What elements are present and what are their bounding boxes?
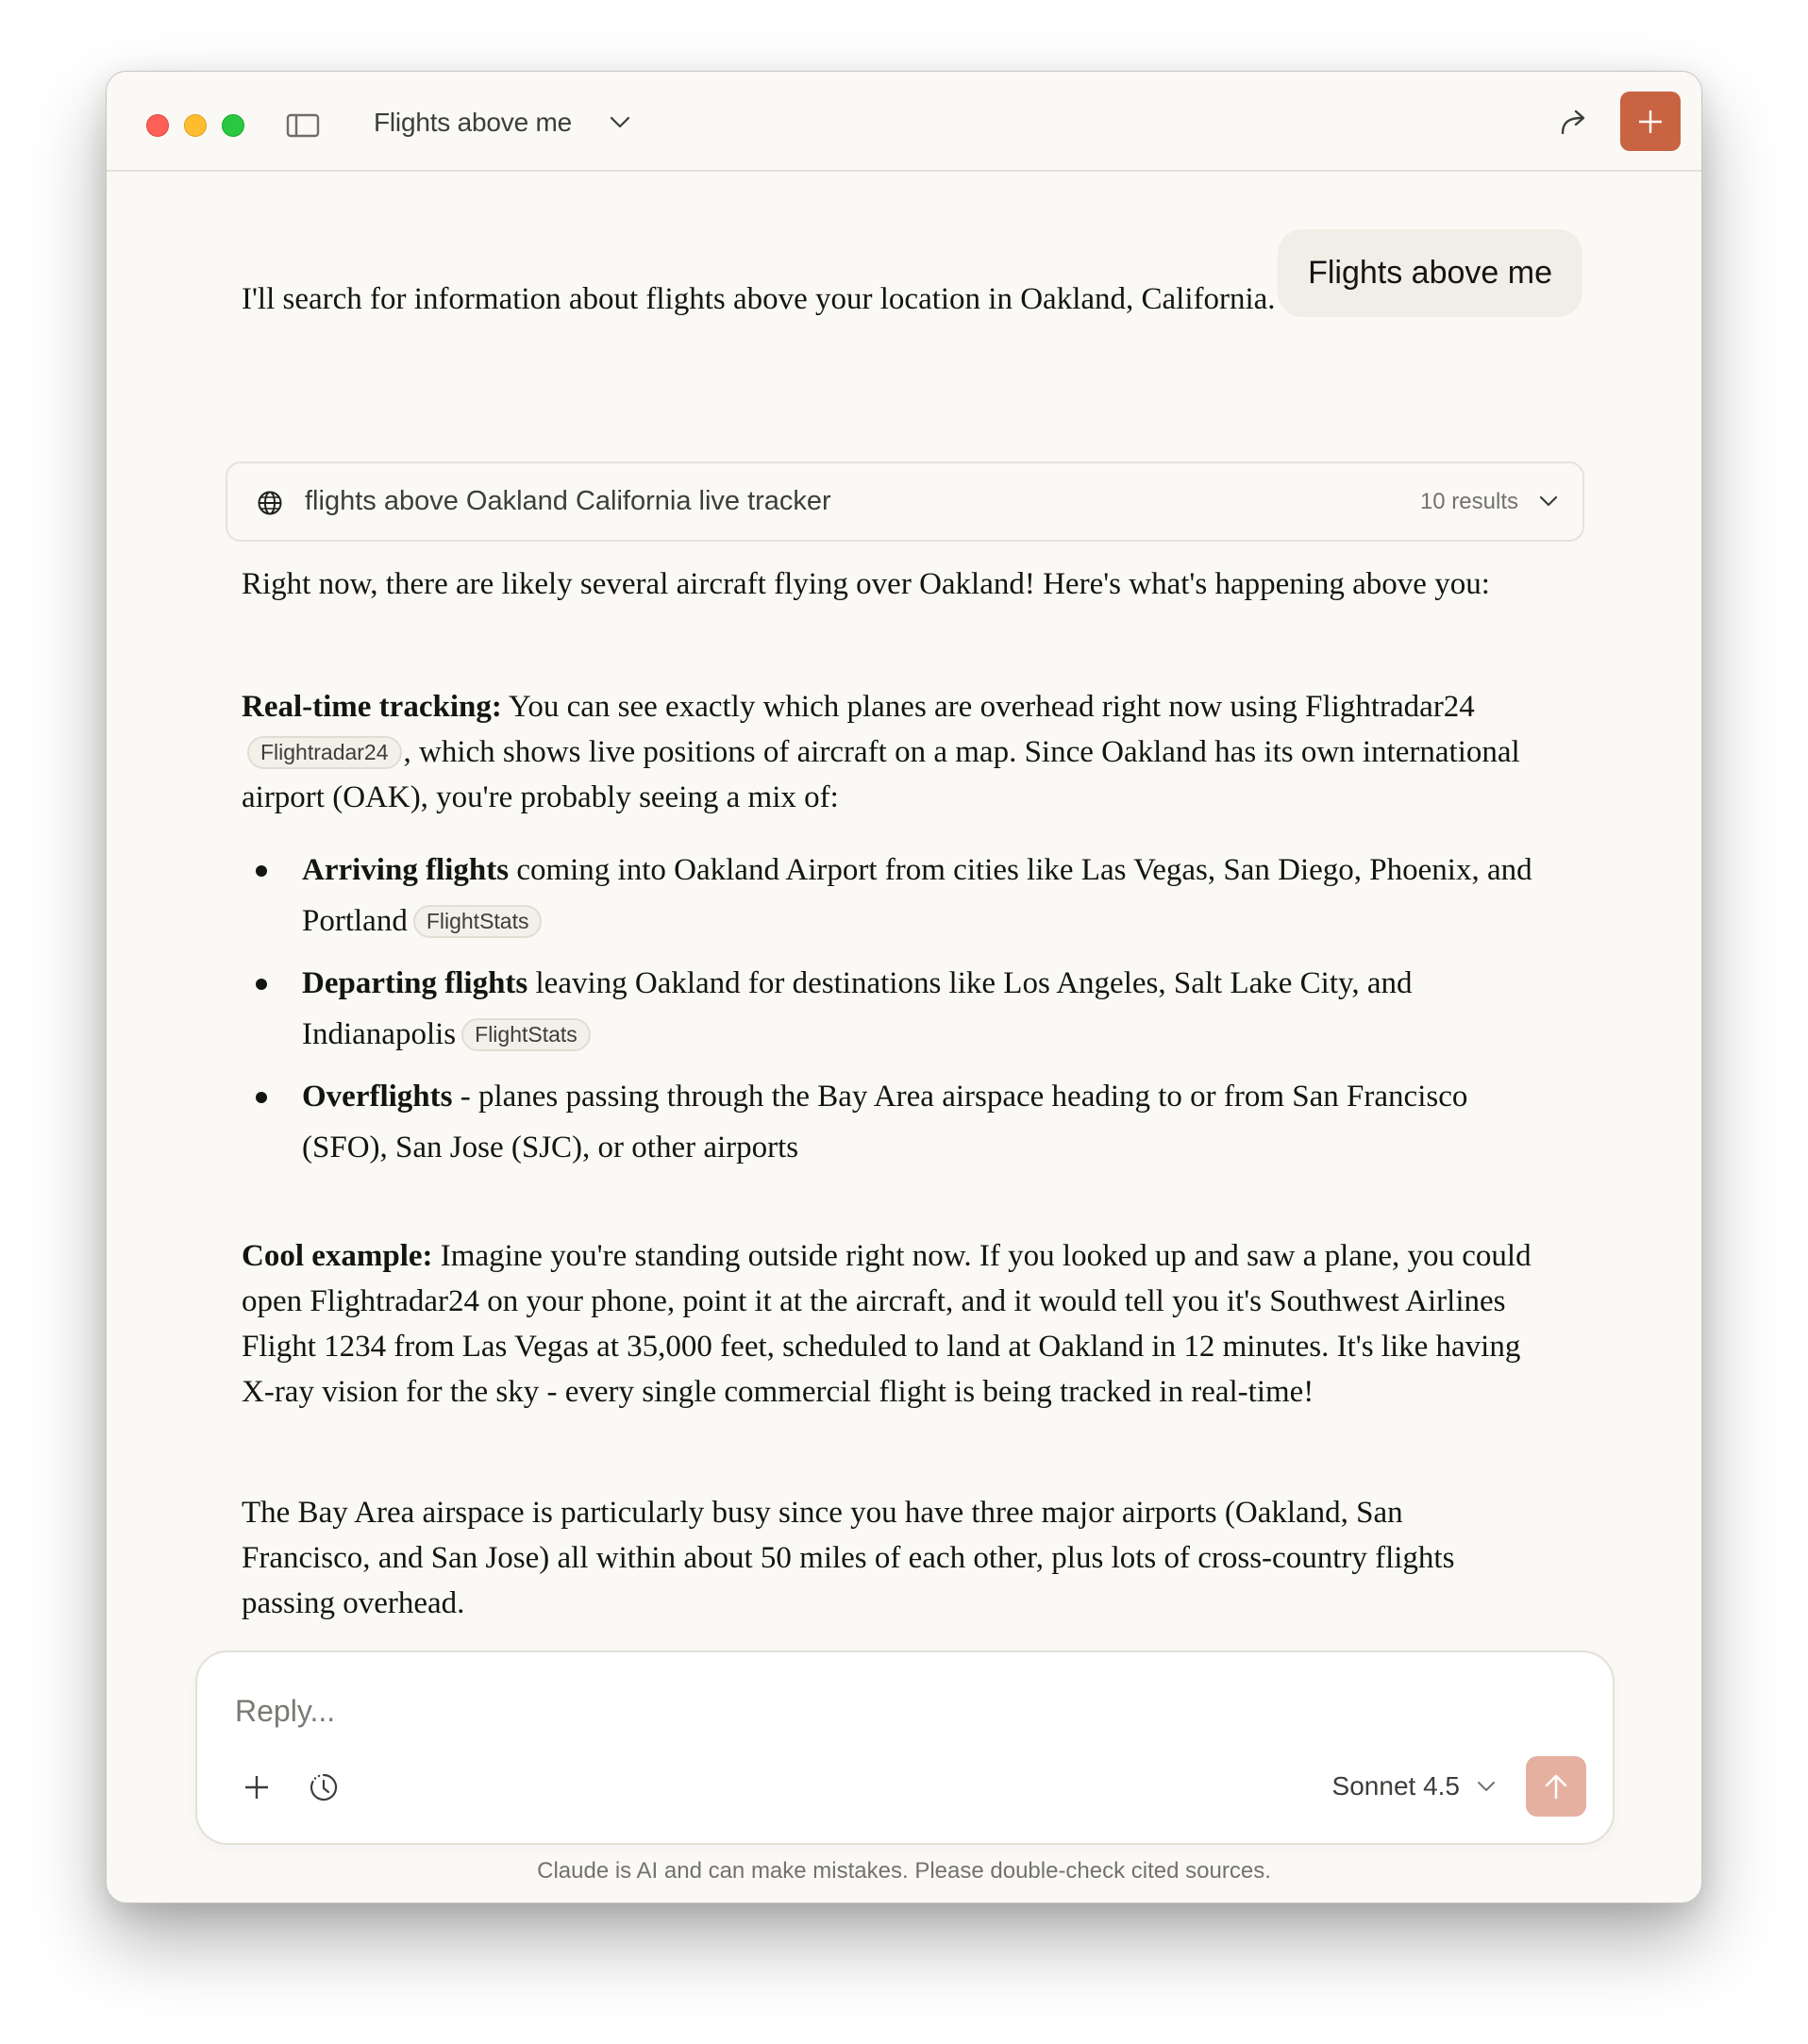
add-attachment-icon[interactable] bbox=[241, 1771, 273, 1803]
assistant-paragraph: Right now, there are likely several aircraft flying over Oakland! Here's what's happening above you: bbox=[242, 567, 1490, 601]
new-chat-button[interactable] bbox=[1620, 92, 1681, 151]
assistant-paragraph bbox=[242, 1233, 1539, 1415]
search-query: flights above Oakland California live tracker bbox=[305, 486, 831, 516]
bullet-dot bbox=[256, 865, 267, 877]
send-button[interactable] bbox=[1526, 1756, 1586, 1817]
bold-lead: Cool example: bbox=[242, 1239, 433, 1273]
bullet-dot bbox=[256, 979, 267, 990]
model-name: Sonnet 4.5 bbox=[1331, 1771, 1460, 1801]
reply-composer bbox=[195, 1650, 1615, 1845]
list-item bbox=[242, 958, 1539, 1060]
list-item-text: leaving Oakland for destinations like Los Angeles, Salt Lake City, and Indianapolis bbox=[302, 966, 1413, 1051]
sidebar-toggle-icon[interactable] bbox=[286, 113, 320, 138]
reply-input[interactable] bbox=[235, 1688, 1462, 1734]
bullet-dot bbox=[256, 1092, 267, 1103]
app-window bbox=[106, 71, 1702, 1903]
list-item bbox=[242, 1071, 1539, 1173]
share-icon[interactable] bbox=[1556, 106, 1590, 140]
arrow-up-icon bbox=[1543, 1772, 1569, 1801]
bullet-list bbox=[242, 845, 1539, 1184]
user-message-text: Flights above me bbox=[1308, 255, 1552, 291]
search-result-count: 10 results bbox=[1419, 489, 1518, 514]
citation-chip[interactable]: FlightStats bbox=[413, 905, 543, 938]
list-item-text: coming into Oakland Airport from cities like Las Vegas, San Diego, Phoenix, and Portland bbox=[302, 853, 1532, 938]
minimize-window-button[interactable] bbox=[184, 114, 207, 137]
bold-lead: Arriving flights bbox=[302, 853, 510, 887]
model-selector[interactable] bbox=[1332, 1764, 1496, 1809]
chevron-down-icon bbox=[1539, 495, 1558, 507]
close-window-button[interactable] bbox=[146, 114, 169, 137]
bold-lead: Overflights bbox=[302, 1080, 453, 1114]
assistant-paragraph: The Bay Area airspace is particularly busy since you have three major airports (Oakland, San Francisco, and San Jose) all within about 50 miles of each other, plus lots of cross-country flights passing overhead. bbox=[242, 1496, 1455, 1620]
citation-chip[interactable]: Flightradar24 bbox=[247, 736, 402, 769]
list-item-text: - planes passing through the Bay Area airspace heading to or from San Francisco (SFO), San Jose (SJC), or other airports bbox=[302, 1080, 1468, 1164]
paragraph-text: Imagine you're standing outside right now. If you looked up and saw a plane, you could open Flightradar24 on your phone, point it at the aircraft, and it would tell you it's Southwest Airlines Flight 1234 from Las Vegas at 35,000 feet, scheduled to land at Oakland in 12 minutes. It's like having X-ray vision for the sky - every single commercial flight is being tracked in real-time! bbox=[242, 1239, 1532, 1409]
conversation-title-menu[interactable] bbox=[374, 108, 630, 138]
bold-lead: Real-time tracking: bbox=[242, 690, 502, 724]
bold-lead: Departing flights bbox=[302, 966, 528, 1000]
title-bar bbox=[107, 72, 1701, 172]
paragraph-text: You can see exactly which planes are overhead right now using Flightradar24 bbox=[501, 690, 1475, 724]
citation-chip[interactable]: FlightStats bbox=[461, 1018, 591, 1051]
web-search-result-toggle[interactable] bbox=[226, 461, 1584, 542]
disclaimer-text: Claude is AI and can make mistakes. Please double-check cited sources. bbox=[537, 1858, 1271, 1884]
maximize-window-button[interactable] bbox=[222, 114, 244, 137]
conversation-title: Flights above me bbox=[374, 108, 573, 137]
history-clock-icon[interactable] bbox=[308, 1771, 340, 1803]
globe-icon bbox=[257, 490, 283, 516]
plus-icon bbox=[1636, 108, 1665, 136]
paragraph-text: , which shows live positions of aircraft on a map. Since Oakland has its own international airport (OAK), you're probably seeing a mix of: bbox=[242, 735, 1520, 814]
chevron-down-icon bbox=[1477, 1781, 1496, 1792]
assistant-intro: I'll search for information about flights above your location in Oakland, California. bbox=[242, 282, 1276, 316]
assistant-paragraph bbox=[242, 684, 1539, 820]
chevron-down-icon bbox=[610, 116, 630, 129]
list-item bbox=[242, 845, 1539, 947]
